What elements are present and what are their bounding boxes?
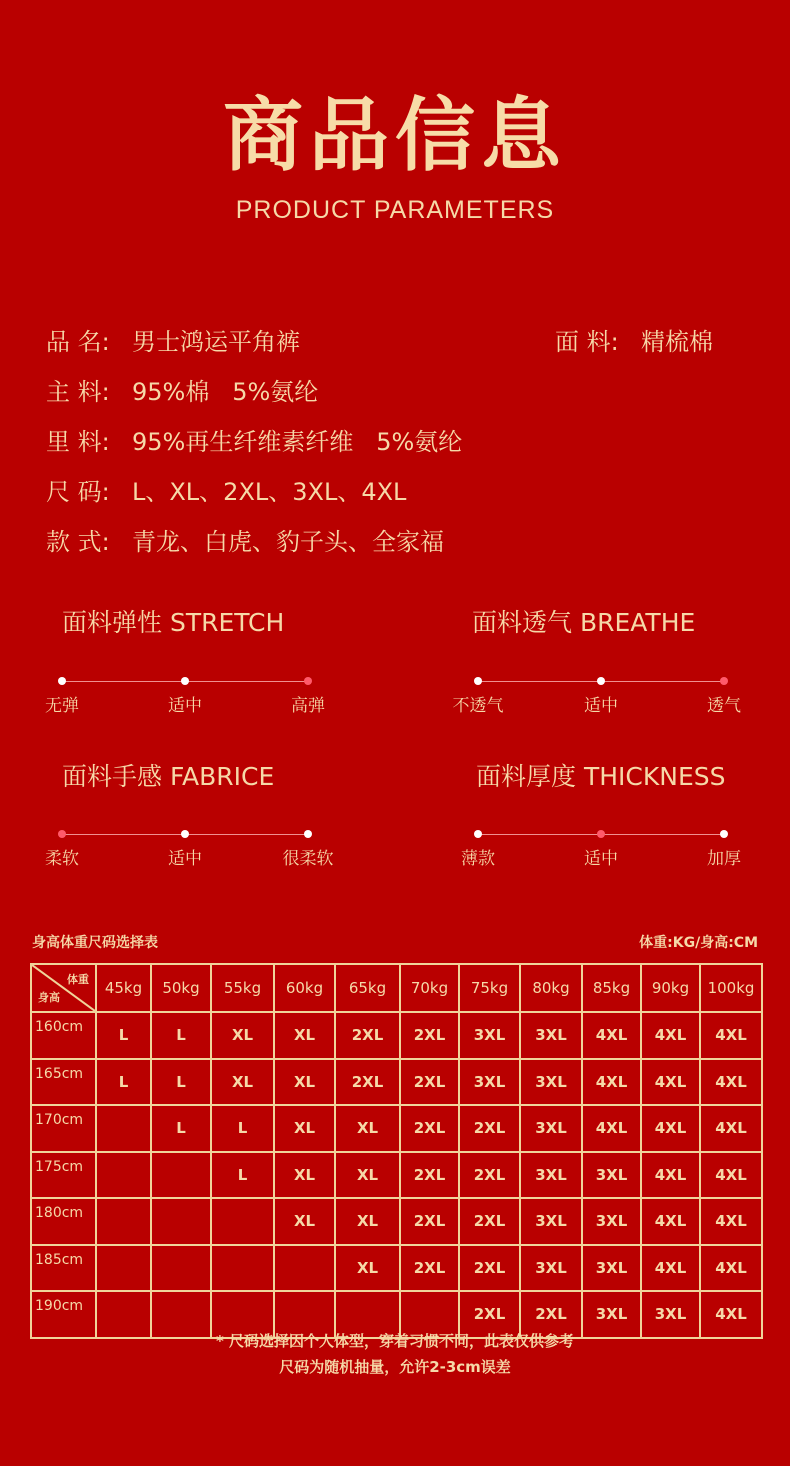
size-table <box>30 963 763 1339</box>
size-cell: 3XL <box>520 1012 582 1059</box>
size-cell: 4XL <box>641 1245 700 1292</box>
size-cell: 3XL <box>520 1105 582 1152</box>
size-cell: 2XL <box>335 1059 400 1106</box>
info-size-value: L、XL、2XL、3XL、4XL <box>132 478 407 506</box>
scale-dot <box>304 677 312 685</box>
scale-label: 适中 <box>168 696 202 716</box>
info-style-value: 青龙、白虎、豹子头、全家福 <box>132 528 444 556</box>
info-name <box>46 327 300 357</box>
size-cell <box>151 1245 211 1292</box>
size-cell: XL <box>211 1059 274 1106</box>
size-cell: 3XL <box>582 1198 641 1245</box>
scale-dot <box>58 677 66 685</box>
scale-label: 高弹 <box>291 696 325 716</box>
weight-header: 85kg <box>582 964 641 1012</box>
height-header: 180cm <box>31 1198 96 1245</box>
scale-dot <box>597 677 605 685</box>
size-cell: 2XL <box>400 1012 459 1059</box>
size-cell: 3XL <box>520 1152 582 1199</box>
info-lining-label: 里 料: <box>46 428 110 456</box>
table-unit: 体重:KG/身高:CM <box>639 935 758 951</box>
scale-label: 很柔软 <box>282 849 334 869</box>
size-cell: 4XL <box>582 1105 641 1152</box>
scale-label: 无弹 <box>45 696 79 716</box>
size-cell: L <box>151 1059 211 1106</box>
info-name-value: 男士鸿运平角裤 <box>132 328 300 356</box>
info-fabric-value: 精梳棉 <box>641 328 713 356</box>
size-cell <box>151 1152 211 1199</box>
size-cell <box>96 1198 151 1245</box>
size-cell <box>96 1245 151 1292</box>
size-cell: 3XL <box>641 1291 700 1338</box>
table-header-row <box>31 964 762 1012</box>
size-cell: L <box>211 1152 274 1199</box>
table-caption: 身高体重尺码选择表 <box>32 935 158 951</box>
scale-title: 面料厚度 THICKNESS <box>476 762 726 791</box>
weight-header: 80kg <box>520 964 582 1012</box>
scale-title: 面料手感 FABRICE <box>62 762 275 791</box>
size-cell: 4XL <box>700 1152 762 1199</box>
size-cell: 4XL <box>582 1012 641 1059</box>
size-cell <box>211 1198 274 1245</box>
size-cell: L <box>96 1059 151 1106</box>
size-cell <box>96 1105 151 1152</box>
scale-title: 面料弹性 STRETCH <box>62 608 285 637</box>
scale-label: 不透气 <box>452 696 504 716</box>
size-cell: XL <box>335 1245 400 1292</box>
weight-header: 50kg <box>151 964 211 1012</box>
scale-dot <box>181 830 189 838</box>
size-cell: L <box>151 1105 211 1152</box>
size-cell: 4XL <box>641 1198 700 1245</box>
size-cell: 4XL <box>641 1012 700 1059</box>
scale-label: 透气 <box>707 696 741 716</box>
info-size <box>46 477 406 507</box>
size-cell: L <box>151 1012 211 1059</box>
size-cell: 3XL <box>520 1245 582 1292</box>
size-cell: 3XL <box>520 1059 582 1106</box>
size-cell: 4XL <box>700 1198 762 1245</box>
size-cell: 2XL <box>335 1012 400 1059</box>
info-fabric <box>555 327 713 357</box>
table-row <box>31 1012 762 1059</box>
size-cell <box>151 1198 211 1245</box>
info-fabric-label: 面 料: <box>555 328 619 356</box>
info-lining-value: 95%再生纤维素纤维 5%氨纶 <box>132 428 463 456</box>
weight-header: 70kg <box>400 964 459 1012</box>
scale-dot <box>720 830 728 838</box>
size-cell: XL <box>211 1012 274 1059</box>
size-cell: 2XL <box>400 1152 459 1199</box>
scale-dot <box>304 830 312 838</box>
info-main-label: 主 料: <box>46 378 110 406</box>
scale-label: 适中 <box>168 849 202 869</box>
scale-dot <box>597 830 605 838</box>
size-cell: XL <box>335 1198 400 1245</box>
scale-dot <box>474 677 482 685</box>
size-cell: 2XL <box>400 1245 459 1292</box>
size-cell <box>274 1245 335 1292</box>
size-cell: 2XL <box>400 1059 459 1106</box>
info-lining <box>46 427 462 457</box>
table-row <box>31 1105 762 1152</box>
weight-header: 65kg <box>335 964 400 1012</box>
weight-header: 75kg <box>459 964 520 1012</box>
scale-label: 适中 <box>584 696 618 716</box>
scale-label: 加厚 <box>707 849 741 869</box>
height-header: 160cm <box>31 1012 96 1059</box>
size-cell: 4XL <box>641 1105 700 1152</box>
scale-dot <box>720 677 728 685</box>
table-row <box>31 1059 762 1106</box>
height-header: 175cm <box>31 1152 96 1199</box>
weight-header: 55kg <box>211 964 274 1012</box>
size-cell: 4XL <box>700 1105 762 1152</box>
note-line-2: 尺码为随机抽量，允许2-3cm误差 <box>279 1358 511 1376</box>
info-style-label: 款 式: <box>46 528 110 556</box>
size-cell: XL <box>274 1059 335 1106</box>
size-cell: 2XL <box>459 1152 520 1199</box>
size-cell: 3XL <box>459 1059 520 1106</box>
corner-weight-label: 体重 <box>67 973 89 986</box>
size-cell: 3XL <box>582 1245 641 1292</box>
page-title: 商品信息 <box>223 89 567 182</box>
info-style <box>46 527 444 557</box>
size-cell: 4XL <box>700 1245 762 1292</box>
info-name-label: 品 名: <box>46 328 110 356</box>
height-header: 165cm <box>31 1059 96 1106</box>
note-line-1: * 尺码选择因个人体型，穿着习惯不同，此表仅供参考 <box>215 1332 575 1350</box>
size-cell: 4XL <box>700 1012 762 1059</box>
size-cell <box>96 1152 151 1199</box>
scale-label: 适中 <box>584 849 618 869</box>
info-size-label: 尺 码: <box>46 478 110 506</box>
scale-label: 柔软 <box>45 849 79 869</box>
size-cell: 4XL <box>641 1059 700 1106</box>
height-header: 170cm <box>31 1105 96 1152</box>
size-cell: L <box>211 1105 274 1152</box>
scale-label: 薄款 <box>461 849 495 869</box>
table-row <box>31 1198 762 1245</box>
size-cell: XL <box>335 1152 400 1199</box>
height-header: 185cm <box>31 1245 96 1292</box>
scale-dot <box>58 830 66 838</box>
info-main-value: 95%棉 5%氨纶 <box>132 378 319 406</box>
weight-header: 45kg <box>96 964 151 1012</box>
size-cell: XL <box>335 1105 400 1152</box>
size-cell: 3XL <box>520 1198 582 1245</box>
size-cell: 2XL <box>459 1245 520 1292</box>
scale-dot <box>474 830 482 838</box>
size-cell: 2XL <box>520 1291 582 1338</box>
table-corner <box>31 964 96 1012</box>
size-cell: 2XL <box>459 1291 520 1338</box>
size-cell: 4XL <box>700 1291 762 1338</box>
size-cell: XL <box>274 1152 335 1199</box>
weight-header: 60kg <box>274 964 335 1012</box>
size-cell: XL <box>274 1105 335 1152</box>
weight-header: 90kg <box>641 964 700 1012</box>
weight-header: 100kg <box>700 964 762 1012</box>
size-cell <box>211 1245 274 1292</box>
scale-title: 面料透气 BREATHE <box>472 608 696 637</box>
size-cell: 4XL <box>641 1152 700 1199</box>
size-cell: L <box>96 1012 151 1059</box>
scale-dot <box>181 677 189 685</box>
table-row <box>31 1152 762 1199</box>
size-cell: XL <box>274 1198 335 1245</box>
corner-height-label: 身高 <box>38 991 60 1004</box>
info-main <box>46 377 318 407</box>
size-cell: 2XL <box>459 1105 520 1152</box>
size-cell: 3XL <box>582 1152 641 1199</box>
size-cell: XL <box>274 1012 335 1059</box>
size-cell: 4XL <box>700 1059 762 1106</box>
height-header: 190cm <box>31 1291 96 1338</box>
size-cell: 2XL <box>400 1198 459 1245</box>
size-cell: 2XL <box>400 1105 459 1152</box>
size-cell: 3XL <box>459 1012 520 1059</box>
table-row <box>31 1245 762 1292</box>
size-cell: 3XL <box>582 1291 641 1338</box>
size-cell: 4XL <box>582 1059 641 1106</box>
size-cell: 2XL <box>459 1198 520 1245</box>
page-subtitle: PRODUCT PARAMETERS <box>235 196 555 224</box>
